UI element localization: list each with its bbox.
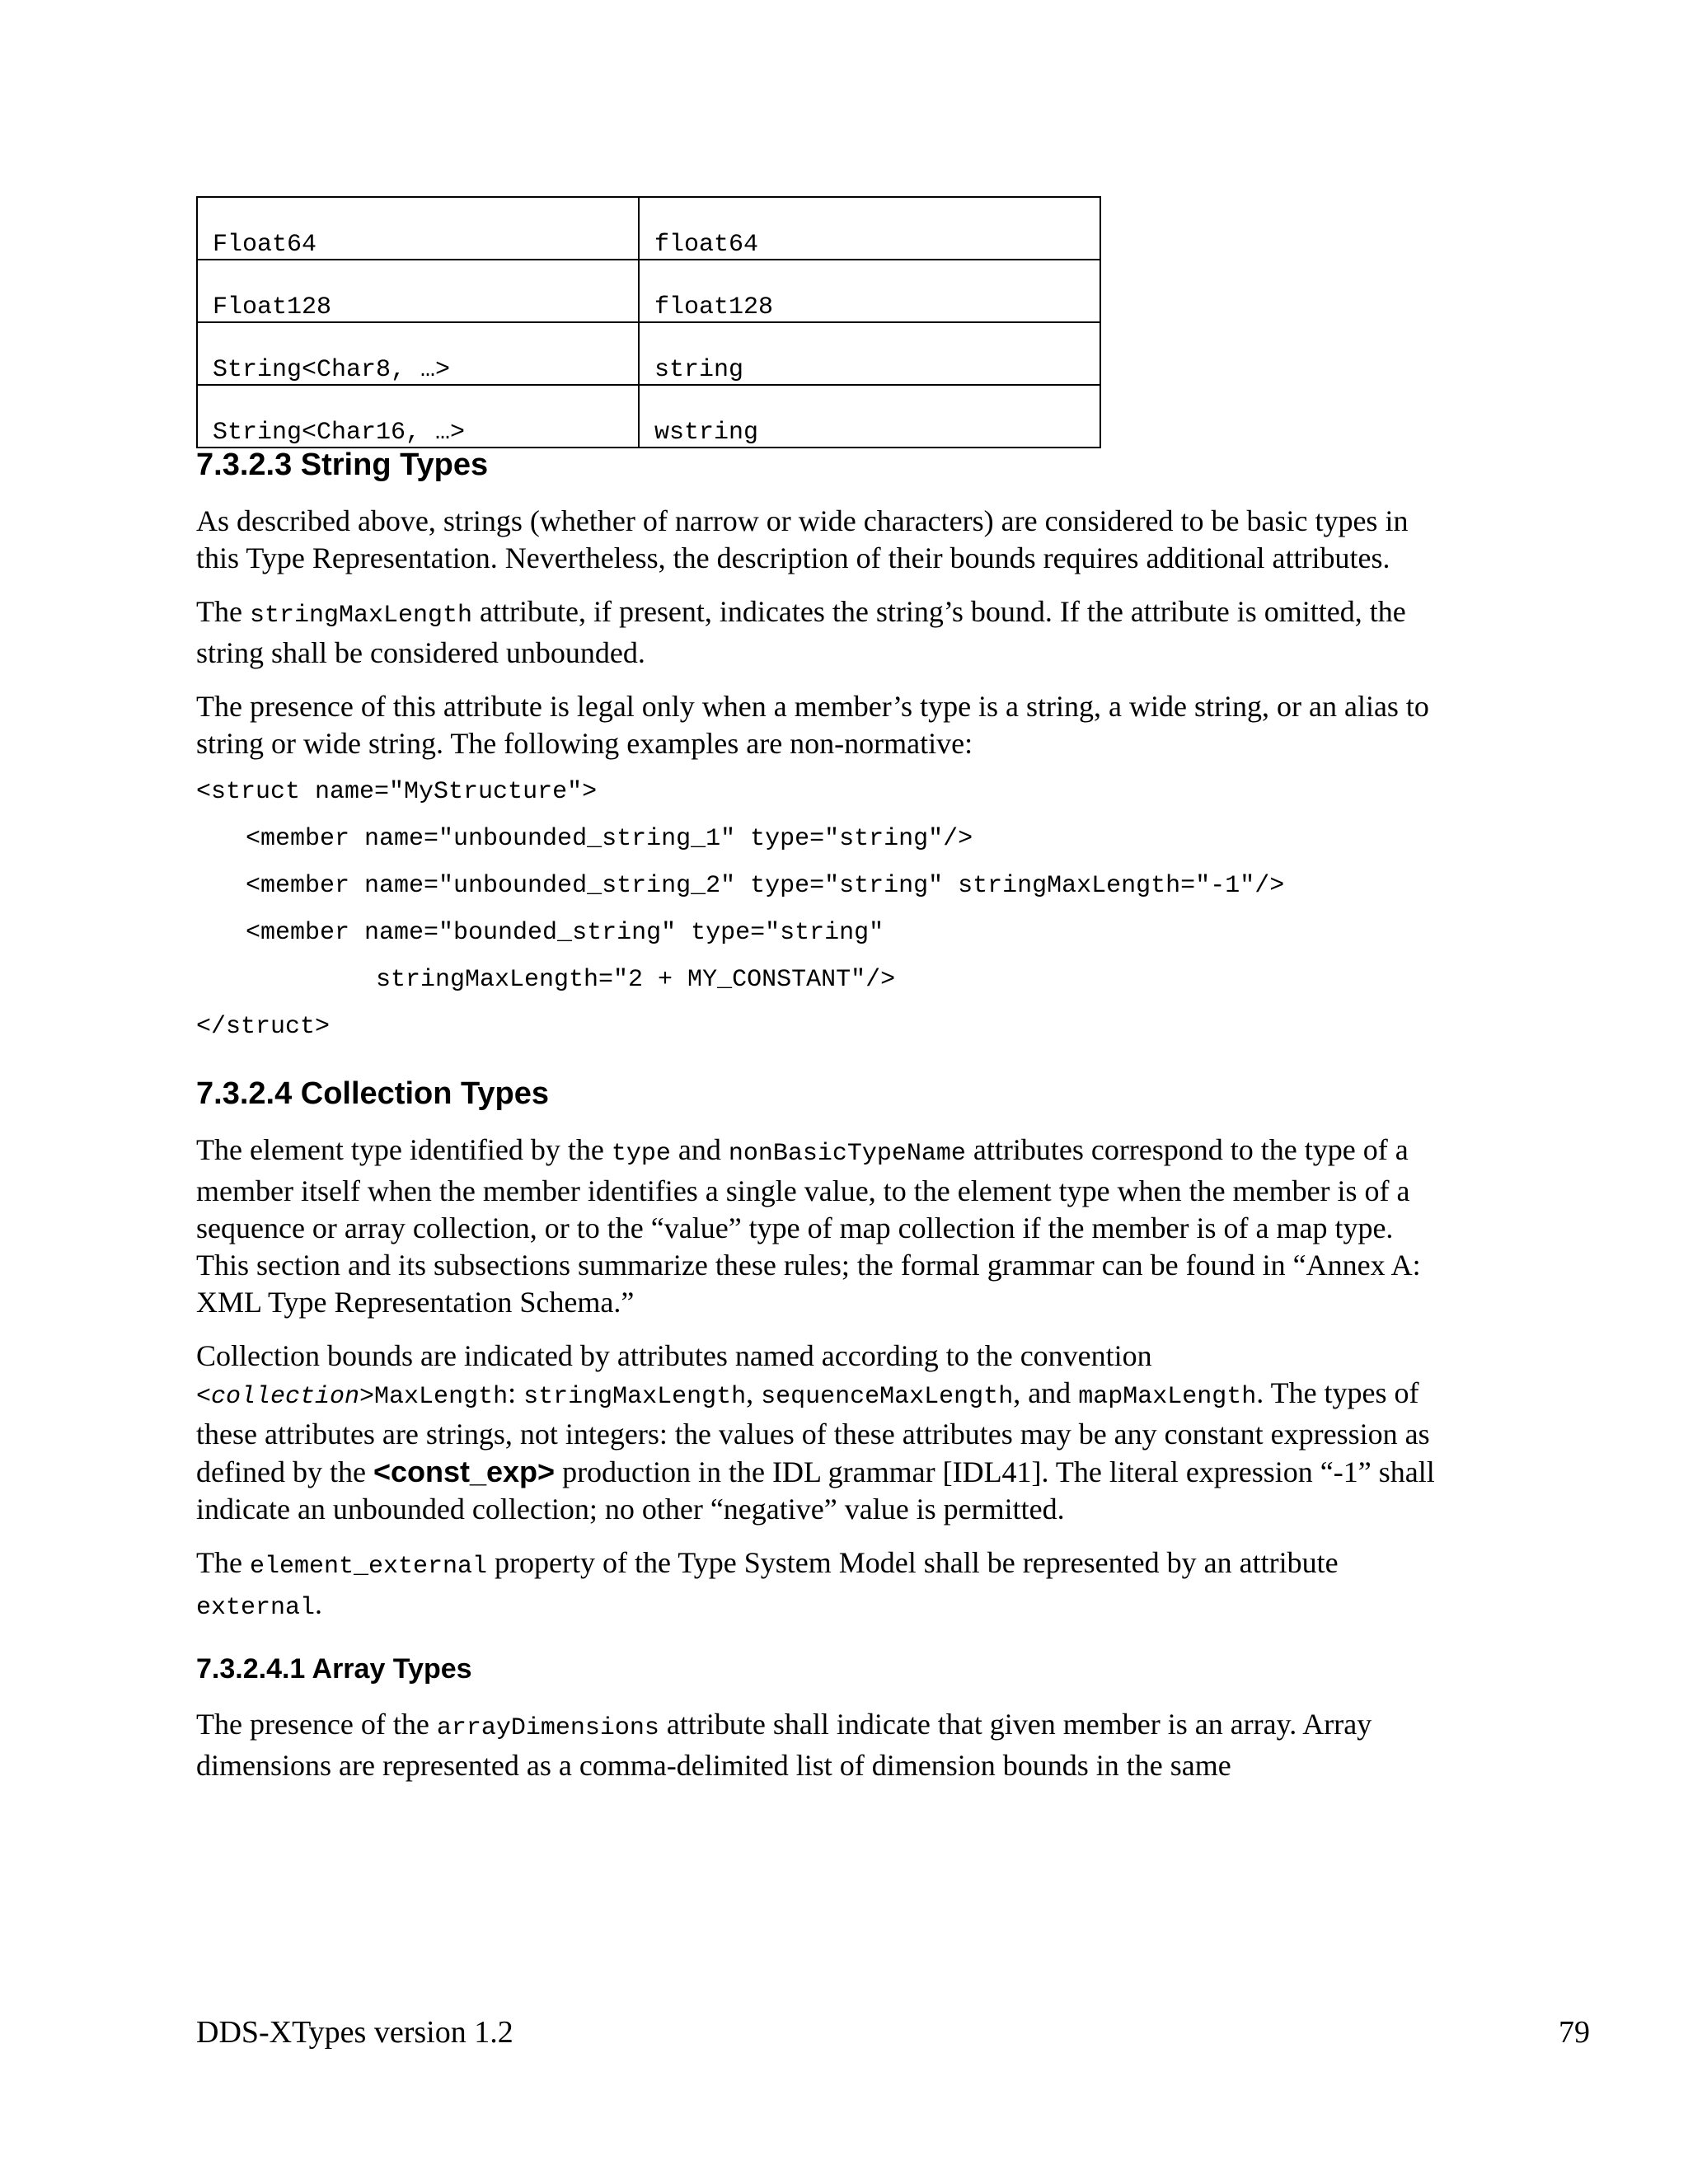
text: The element type identified by the xyxy=(196,1133,612,1166)
inline-code: mapMaxLength xyxy=(1078,1383,1257,1411)
text: , xyxy=(746,1376,762,1409)
text: Collection bounds are indicated by attributes named according to the convention xyxy=(196,1339,1152,1372)
table-row xyxy=(197,260,1100,322)
text: attributes correspond to the type of a member itself when the member identifies a single value, to the element type when the member is of a sequence or array collection, or to the “value” type of map collection if the member is of a map type. This section and its subsections summarize these rules; the formal grammar can be found in “Annex A: XML Type Representation Schema.” xyxy=(196,1133,1421,1319)
text: , and xyxy=(1013,1376,1079,1409)
table-cell: string xyxy=(639,322,1100,385)
paragraph xyxy=(196,1132,1449,1321)
grammar-production: <const_exp> xyxy=(373,1455,556,1488)
inline-code: element_external xyxy=(249,1553,488,1581)
main-content xyxy=(196,445,1449,1801)
paragraph: The presence of this attribute is legal only when a member’s type is a string, a wide string, or an alias to string or wide string. The following examples are non-normative: xyxy=(196,690,1429,760)
section-heading-array-types: 7.3.2.4.1 Array Types xyxy=(196,1653,472,1685)
inline-code: sequenceMaxLength xyxy=(761,1383,1014,1411)
code-line: <member name="unbounded_string_2" type="string" stringMaxLength="-1"/> xyxy=(246,872,1285,900)
paragraph: As described above, strings (whether of narrow or wide characters) are considered to be basic types in this Type Representation. Nevertheless, the description of their bounds requires additional attributes. xyxy=(196,504,1409,574)
inline-code: stringMaxLength xyxy=(523,1383,747,1411)
paragraph xyxy=(196,1544,1449,1627)
table-row xyxy=(197,322,1100,385)
code-line: <member name="bounded_string" type="string" xyxy=(246,919,884,947)
section-heading-string-types: 7.3.2.3 String Types xyxy=(196,448,489,482)
table-cell: String<Char16, …> xyxy=(197,385,639,448)
code-line: <member name="unbounded_string_1" type="string"/> xyxy=(246,825,973,853)
text: The presence of the xyxy=(196,1708,437,1741)
text: and xyxy=(670,1133,729,1166)
table-cell: float128 xyxy=(639,260,1100,322)
text: The xyxy=(196,1546,250,1579)
inline-code: < xyxy=(196,1383,212,1411)
paragraph xyxy=(196,1338,1449,1528)
paragraph xyxy=(196,1706,1449,1784)
table-cell: String<Char8, …> xyxy=(197,322,639,385)
footer-page-number: 79 xyxy=(1559,2015,1590,2050)
inline-code: >MaxLength xyxy=(359,1383,509,1411)
table-row xyxy=(197,385,1100,448)
code-example xyxy=(196,769,1449,1051)
text: attribute, if present, indicates the string’s bound. If the attribute is omitted, the string shall be considered unbounded. xyxy=(196,595,1406,669)
inline-code: collection xyxy=(211,1383,360,1411)
text: attribute shall indicate that given member is an array. Array dimensions are represented as a comma-delimited list of dimension bounds in the same xyxy=(196,1708,1372,1782)
inline-code: nonBasicTypeName xyxy=(728,1140,966,1168)
table-row xyxy=(197,197,1100,260)
type-mapping-table xyxy=(196,196,1101,448)
code-line: </struct> xyxy=(196,1013,331,1041)
table-cell: Float64 xyxy=(197,197,639,260)
text: property of the Type System Model shall be represented by an attribute xyxy=(487,1546,1339,1579)
inline-code: arrayDimensions xyxy=(436,1714,659,1742)
footer-document-title: DDS-XTypes version 1.2 xyxy=(196,2015,513,2050)
text: production in the IDL grammar [IDL41]. The literal expression “-1” shall indicate an unbounded collection; no other “negative” value is permitted. xyxy=(196,1455,1435,1526)
section-heading-collection-types: 7.3.2.4 Collection Types xyxy=(196,1076,550,1111)
inline-code: type xyxy=(611,1140,671,1168)
inline-code: external xyxy=(196,1594,316,1622)
text: : xyxy=(508,1376,524,1409)
table-cell: float64 xyxy=(639,197,1100,260)
code-line: <struct name="MyStructure"> xyxy=(196,778,598,806)
code-line: stringMaxLength="2 + MY_CONSTANT"/> xyxy=(376,966,896,994)
text: . The types of these attributes are strings, not integers: the values of these attributes may be any constant expression as defined by the xyxy=(196,1376,1430,1488)
text: The xyxy=(196,595,250,628)
text: . xyxy=(315,1587,323,1620)
paragraph xyxy=(196,593,1449,672)
inline-code: stringMaxLength xyxy=(249,602,473,630)
table-cell: wstring xyxy=(639,385,1100,448)
table-cell: Float128 xyxy=(197,260,639,322)
